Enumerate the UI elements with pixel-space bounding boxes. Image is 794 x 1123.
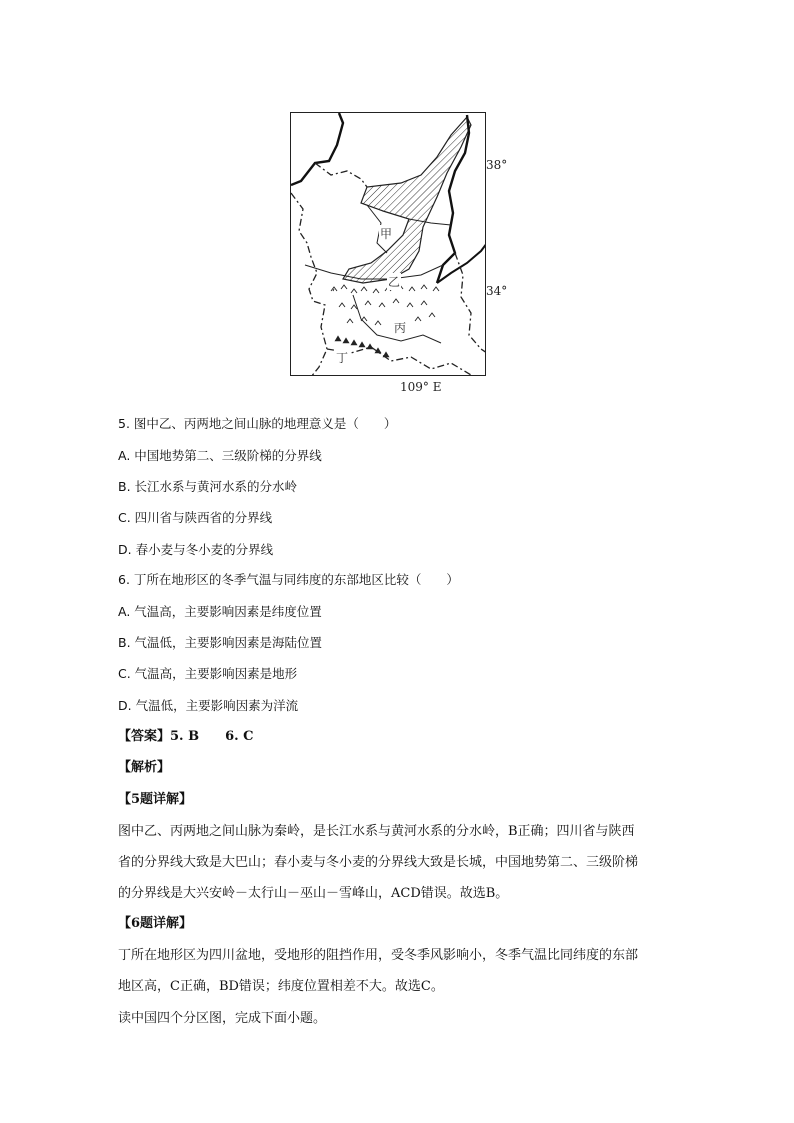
mountain-symbols bbox=[331, 285, 439, 325]
latitude-38: 38° bbox=[486, 158, 508, 172]
question-5-stem: 5. 图中乙、丙两地之间山脉的地理意义是（ ） bbox=[118, 416, 397, 431]
analysis-title: 【解析】 bbox=[118, 760, 171, 775]
question-6-option-b: B. 气温低，主要影响因素是海陆位置 bbox=[118, 635, 323, 650]
answer-line: 【答案】5. B 6. C bbox=[118, 729, 254, 744]
question-5-option-c: C. 四川省与陕西省的分界线 bbox=[118, 510, 273, 525]
label-yi: 乙 bbox=[388, 275, 401, 289]
question-5-option-d: D. 春小麦与冬小麦的分界线 bbox=[118, 542, 274, 557]
question-6-stem: 6. 丁所在地形区的冬季气温与同纬度的东部地区比较（ ） bbox=[118, 572, 459, 587]
question-5-option-a: A. 中国地势第二、三级阶梯的分界线 bbox=[118, 448, 322, 463]
province-border-west bbox=[291, 193, 327, 376]
province-border-north bbox=[315, 163, 367, 187]
question-6-option-a: A. 气温高，主要影响因素是纬度位置 bbox=[118, 604, 322, 619]
q6-detail-line-1: 丁所在地形区为四川盆地，受地形的阻挡作用，受冬季风影响小，冬季气温比同纬度的东部 bbox=[118, 948, 639, 963]
map-graphic bbox=[291, 113, 486, 376]
q5-detail-line-3: 的分界线是大兴安岭－太行山－巫山－雪峰山，ACD错误。故选B。 bbox=[118, 886, 509, 901]
question-6-option-c: C. 气温高，主要影响因素是地形 bbox=[118, 666, 298, 681]
next-section-intro: 读中国四个分区图，完成下面小题。 bbox=[118, 1011, 327, 1026]
map-frame bbox=[290, 112, 486, 376]
label-ding: 丁 bbox=[336, 351, 349, 365]
label-jia: 甲 bbox=[380, 227, 393, 241]
q6-detail-title: 【6题详解】 bbox=[118, 916, 193, 931]
q5-detail-title: 【5题详解】 bbox=[118, 792, 193, 807]
thick-border-top bbox=[291, 113, 343, 185]
label-bing: 丙 bbox=[394, 321, 407, 335]
q5-detail-line-2: 省的分界线大致是大巴山；春小麦与冬小麦的分界线大致是长城，中国地势第二、三级阶梯 bbox=[118, 855, 639, 870]
question-6-option-d: D. 气温低，主要影响因素为洋流 bbox=[118, 698, 299, 713]
question-5-option-b: B. 长江水系与黄河水系的分水岭 bbox=[118, 479, 298, 494]
q5-detail-line-1: 图中乙、丙两地之间山脉为秦岭，是长江水系与黄河水系的分水岭，B正确；四川省与陕西 bbox=[118, 824, 635, 839]
latitude-34: 34° bbox=[486, 284, 508, 298]
map-figure bbox=[290, 112, 508, 402]
longitude-109: 109° E bbox=[400, 380, 442, 394]
q6-detail-line-2: 地区高，C正确，BD错误；纬度位置相差不大。故选C。 bbox=[118, 979, 444, 994]
